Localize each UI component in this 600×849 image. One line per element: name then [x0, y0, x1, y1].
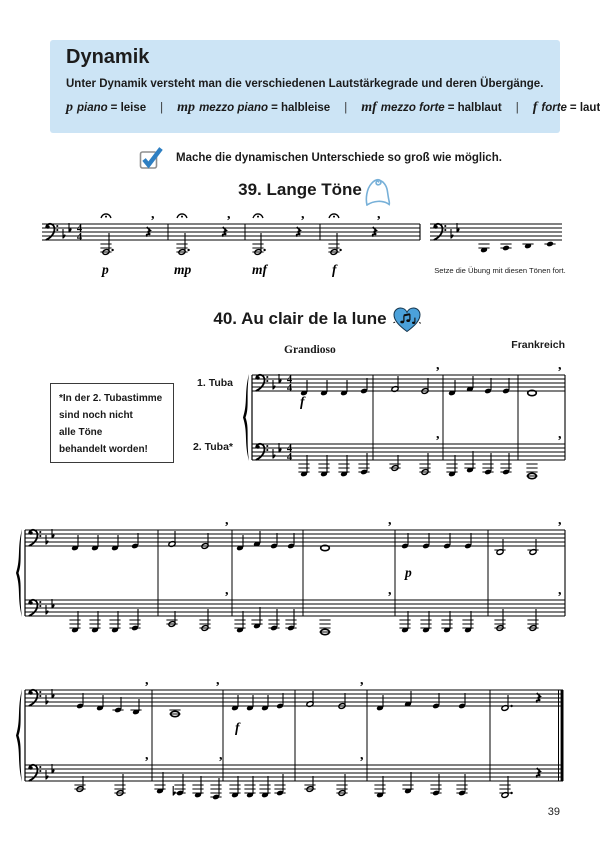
svg-text:,: , [436, 358, 440, 373]
svg-text:,: , [219, 748, 223, 763]
svg-text:4: 4 [286, 383, 293, 394]
exercise40-system-1 [240, 350, 585, 482]
svg-text:p: p [405, 565, 412, 580]
tip-text: Mache die dynamischen Unterschiede so groß wie möglich. [176, 152, 502, 164]
exercise40-system-2 [14, 505, 594, 655]
svg-text:4: 4 [76, 223, 83, 235]
svg-text:4: 4 [76, 232, 83, 243]
svg-text:,: , [388, 513, 392, 528]
svg-text:4: 4 [286, 443, 293, 455]
svg-text:,: , [360, 748, 364, 763]
checkbox-check-icon [139, 146, 165, 172]
footnote-line: *In der 2. Tubastimme [59, 393, 163, 404]
svg-text:,: , [145, 673, 149, 688]
svg-text:mp: mp [174, 262, 192, 277]
info-box-description: Unter Dynamik versteht man die verschiedenen Lautstärkegrade und deren Übergänge. [66, 78, 544, 90]
exercise39-staff [36, 198, 428, 298]
exercise39-title: 39. Lange Töne [238, 180, 362, 199]
svg-text:,: , [558, 427, 562, 442]
part2-label: 2. Tuba* [192, 441, 233, 453]
svg-text:,: , [377, 207, 381, 222]
page-number: 39 [547, 806, 560, 818]
tempo-marking: Grandioso [284, 344, 336, 356]
footnote-line: behandelt worden! [59, 444, 148, 455]
svg-text:,: , [145, 748, 149, 763]
svg-text:,: , [225, 513, 229, 528]
svg-text:,: , [558, 513, 562, 528]
info-box-title: Dynamik [66, 46, 150, 68]
svg-text:,: , [227, 207, 231, 222]
svg-text:f: f [332, 262, 337, 277]
footnote-line: alle Töne [59, 427, 103, 438]
svg-text:f: f [235, 720, 240, 735]
svg-text:mf: mf [252, 262, 267, 277]
svg-text:,: , [225, 583, 229, 598]
svg-text:,: , [360, 673, 364, 688]
origin-label: Frankreich [511, 339, 565, 351]
svg-text:,: , [558, 358, 562, 373]
svg-text:,: , [388, 583, 392, 598]
exercise40-title-row [0, 309, 600, 329]
footnote-box [50, 383, 174, 463]
svg-text:f: f [300, 394, 305, 409]
svg-text:,: , [558, 583, 562, 598]
svg-text:4: 4 [286, 452, 293, 463]
svg-text:,: , [216, 673, 220, 688]
part1-label: 1. Tuba [197, 377, 233, 389]
footnote-line: sind noch nicht [59, 410, 133, 421]
svg-text:,: , [436, 427, 440, 442]
svg-text:4: 4 [286, 374, 293, 386]
dynamics-legend: p piano = leise | mp mezzo piano = halbleise | mf mezzo forte = halblaut | f forte = laut [66, 100, 600, 115]
exercise40-system-3 [14, 655, 594, 815]
svg-text:,: , [301, 207, 305, 222]
continuation-caption: Setze die Übung mit diesen Tönen fort. [434, 266, 566, 275]
svg-text:p: p [102, 262, 109, 277]
exercise39-title-row [0, 180, 600, 200]
heart-music-icon [392, 306, 422, 334]
exercise39-continuation-staff [426, 198, 576, 298]
svg-text:,: , [151, 207, 155, 222]
dynamics-info-box [50, 40, 600, 133]
exercise40-title: 40. Au clair de la lune [213, 309, 387, 328]
